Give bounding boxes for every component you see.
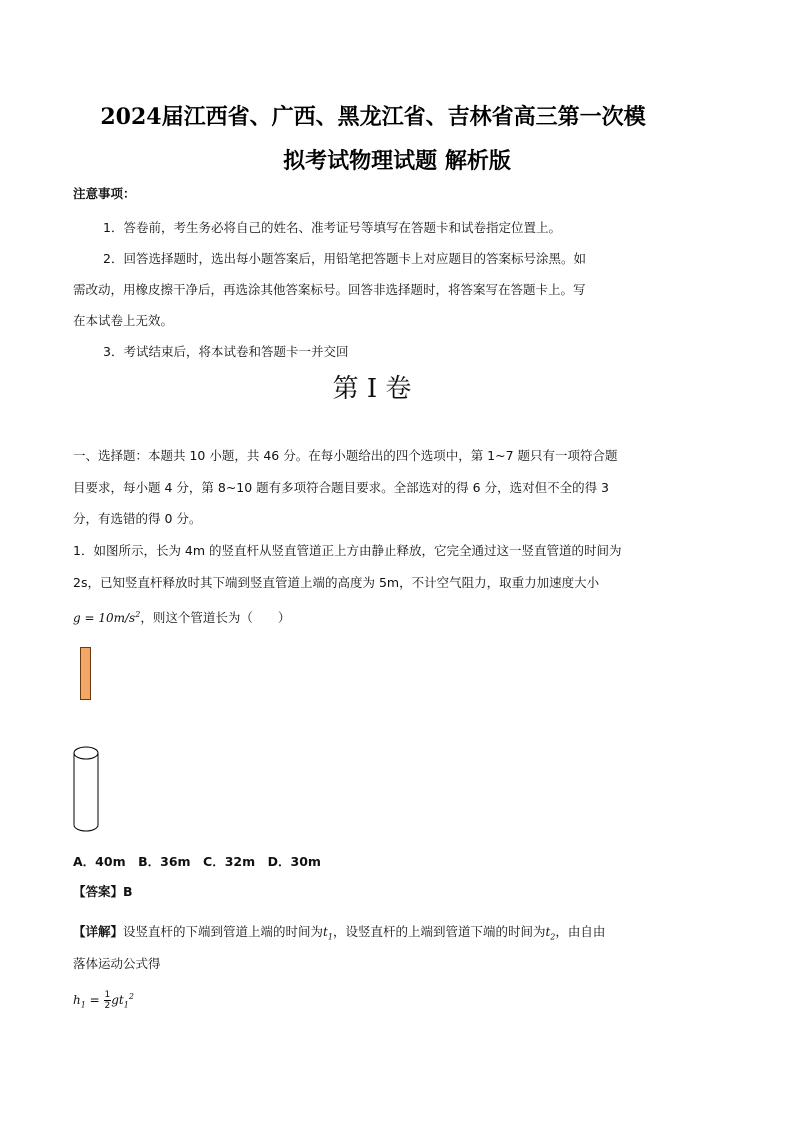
notice-item-2-line3: 在本试卷上无效。 (73, 313, 174, 328)
explanation-label: 【详解】 (73, 924, 124, 939)
notice-item-2-line1: 2．回答选择题时，选出每小题答案后，用铅笔把答题卡上对应题目的答案标号涂黑。如 (103, 251, 586, 266)
question-1-prompt: ，则这个管道长为（ ） (140, 610, 291, 625)
question-1-line2: 2s，已知竖直杆释放时其下端到竖直管道上端的高度为 5m，不计空气阻力，取重力加速度大小 (73, 575, 600, 590)
section-instructions-line3: 分，有选错的得 0 分。 (73, 511, 202, 526)
equation-free-fall: $h_1$ = $\frac{1}{2}$ $gt_1^2$ (73, 990, 134, 1011)
document-title-line1: 2024届江西省、广西、黑龙江省、吉林省高三第一次模 (100, 104, 646, 130)
answer-label: 【答案】B (73, 884, 133, 899)
section-instructions-line1: 一、选择题：本题共 10 小题，共 46 分。在每小题给出的四个选项中，第 1~7 题只有一项符合题 (73, 448, 618, 463)
formula-gravity: $g = 10m/s^2$ (73, 610, 141, 625)
question-1-line3 (73, 608, 290, 626)
vertical-rod-figure (80, 647, 91, 700)
symbol-t1: $t_1$ (323, 925, 333, 942)
notice-item-1: 1．答卷前，考生务必将自己的姓名、准考证号等填写在答题卡和试卷指定位置上。 (103, 220, 561, 235)
explanation-line1: 【详解】设竖直杆的下端到管道上端的时间为$t_1$，设竖直杆的上端到管道下端的时间为$t_2$，由自由 (73, 924, 606, 942)
section-instructions-line2: 目要求，每小题 4 分，第 8~10 题有多项符合题目要求。全部选对的得 6 分，选对但不全的得 3 (73, 480, 610, 495)
notice-item-3: 3．考试结束后，将本试卷和答题卡一并交回 (103, 344, 349, 359)
question-1-options: A．40m B．36m C．32m D．30m (73, 854, 321, 869)
fraction-one-half: $\frac{1}{2}$ (104, 990, 111, 1011)
document-title-line2: 拟考试物理试题 解析版 (283, 148, 511, 174)
notice-heading: 注意事项： (73, 186, 136, 201)
question-1-line1: 1．如图所示，长为 4m 的竖直杆从竖直管道正上方由静止释放，它完全通过这一竖直管道的时间为 (73, 543, 622, 558)
volume-heading: 第 I 卷 (332, 374, 412, 404)
symbol-t2: $t_2$ (545, 925, 556, 942)
vertical-pipe-figure (72, 745, 102, 833)
notice-item-2-line2: 需改动，用橡皮擦干净后，再选涂其他答案标号。回答非选择题时，将答案写在答题卡上。写 (73, 282, 586, 297)
explanation-line2: 落体运动公式得 (73, 956, 161, 971)
